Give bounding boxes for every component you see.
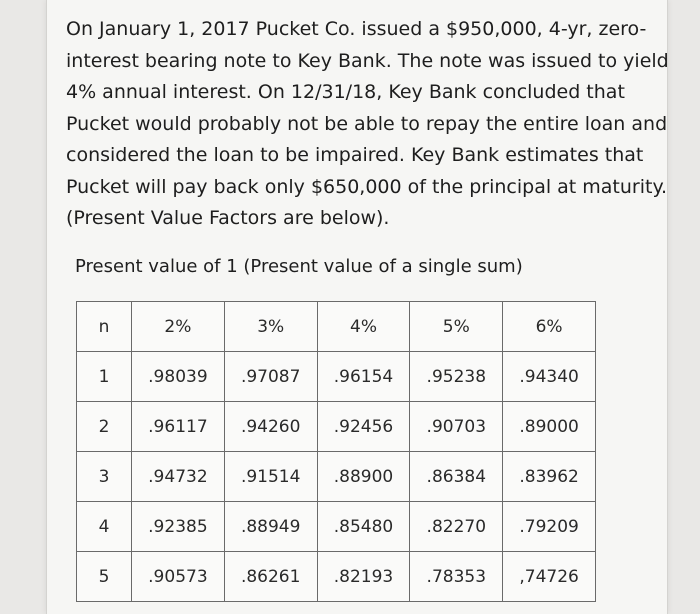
factor-cell: .86261 [224, 552, 317, 602]
factor-cell: .98039 [132, 352, 225, 402]
problem-line: Pucket will pay back only $650,000 of the principal at maturity. [66, 175, 668, 198]
factor-cell: .95238 [410, 352, 503, 402]
table-title: Present value of 1 (Present value of a single sum) [75, 256, 523, 277]
table-row [77, 402, 596, 452]
factor-cell: .85480 [317, 502, 410, 552]
factor-cell: .88900 [317, 452, 410, 502]
problem-line: considered the loan to be impaired. Key Bank estimates that [66, 144, 644, 166]
factor-cell: .96117 [132, 402, 225, 452]
period-cell: 1 [77, 352, 132, 402]
problem-line: On January 1, 2017 Pucket Co. issued a $950,000, 4-yr, zero- [66, 18, 647, 40]
factor-cell: .94732 [132, 452, 225, 502]
problem-line: 4% annual interest. On 12/31/18, Key Bank concluded that [66, 81, 625, 103]
factor-cell: .94260 [224, 402, 317, 452]
factor-cell: .91514 [224, 452, 317, 502]
factor-cell: .79209 [503, 502, 596, 552]
factor-cell: .96154 [317, 352, 410, 402]
factor-cell: .94340 [503, 352, 596, 402]
factor-cell: .78353 [410, 552, 503, 602]
period-cell: 4 [77, 502, 132, 552]
problem-line: (Present Value Factors are below). [66, 207, 390, 229]
header-n: n [77, 302, 132, 352]
problem-line: Pucket would probably not be able to repay the entire loan and [66, 112, 668, 135]
table-row [77, 452, 596, 502]
factor-cell: .88949 [224, 502, 317, 552]
header-rate: 4% [317, 302, 410, 352]
factor-cell: .97087 [224, 352, 317, 402]
header-rate: 5% [410, 302, 503, 352]
table-header-row [77, 302, 596, 352]
factor-cell: ,74726 [503, 552, 596, 602]
factor-cell: .82270 [410, 502, 503, 552]
problem-statement [66, 14, 669, 235]
factor-cell: .92385 [132, 502, 225, 552]
table-row [77, 502, 596, 552]
table-row [77, 552, 596, 602]
period-cell: 2 [77, 402, 132, 452]
problem-line: interest bearing note to Key Bank. The note was issued to yield [66, 49, 669, 72]
factor-cell: .86384 [410, 452, 503, 502]
factor-cell: .89000 [503, 402, 596, 452]
factor-cell: .83962 [503, 452, 596, 502]
factor-cell: .90573 [132, 552, 225, 602]
header-rate: 6% [503, 302, 596, 352]
factor-cell: .82193 [317, 552, 410, 602]
factor-cell: .92456 [317, 402, 410, 452]
period-cell: 5 [77, 552, 132, 602]
header-rate: 3% [224, 302, 317, 352]
factor-cell: .90703 [410, 402, 503, 452]
present-value-table [76, 301, 596, 602]
table-row [77, 352, 596, 402]
header-rate: 2% [132, 302, 225, 352]
period-cell: 3 [77, 452, 132, 502]
